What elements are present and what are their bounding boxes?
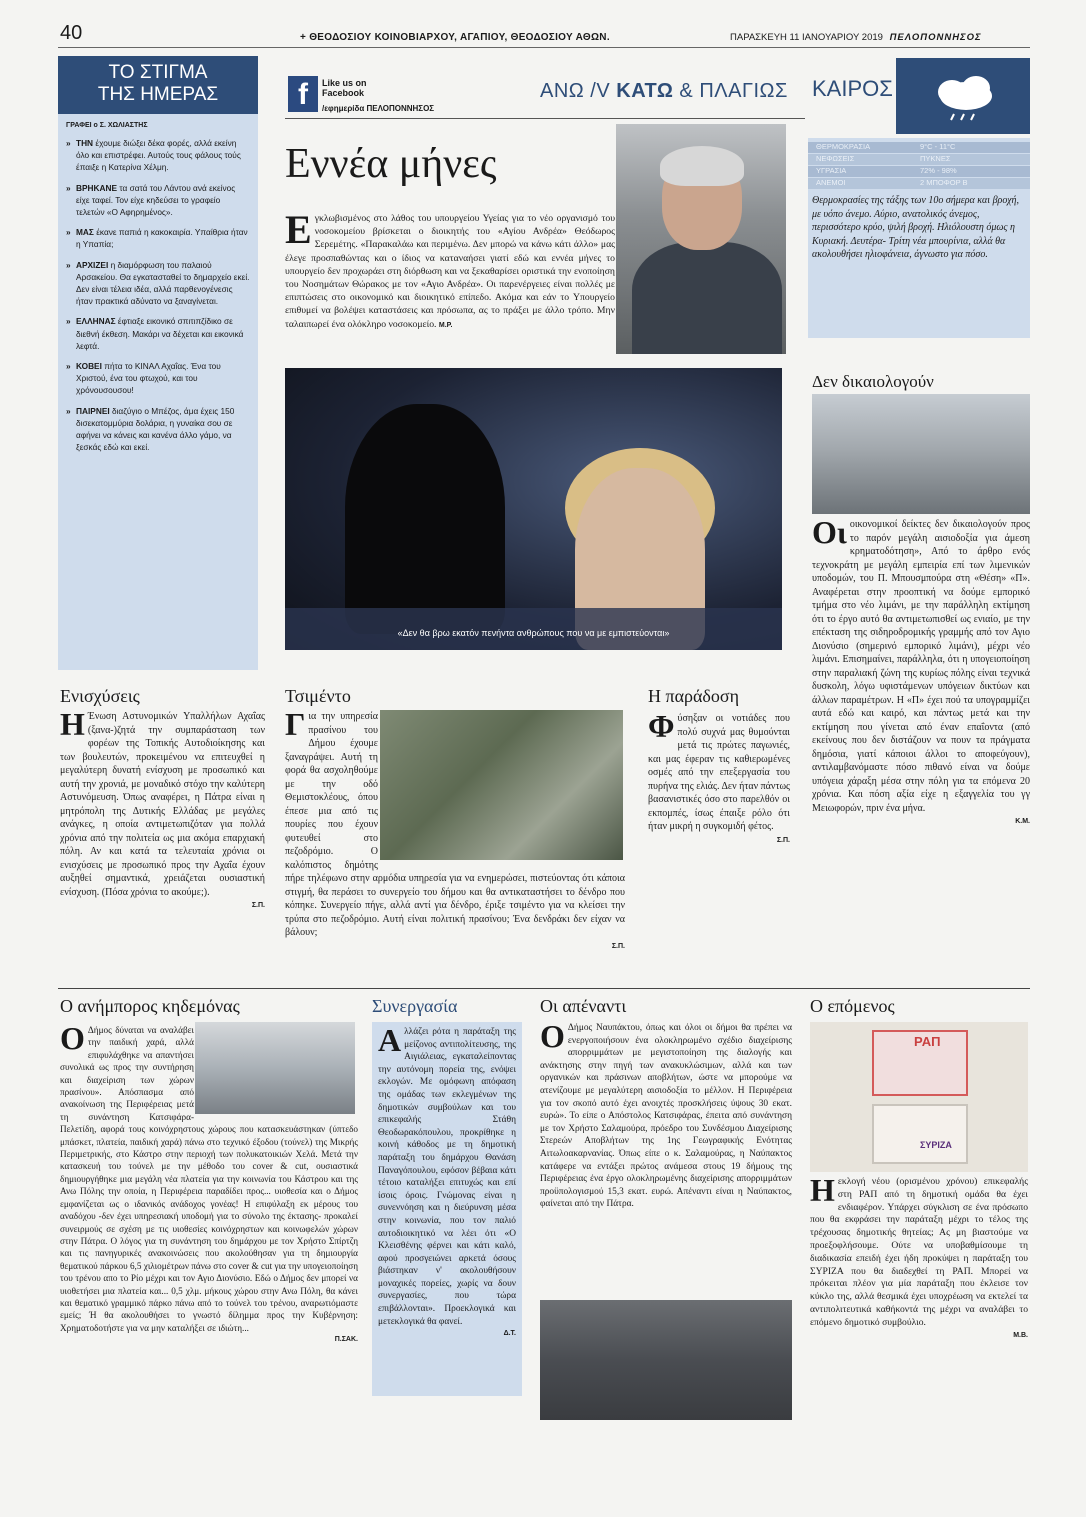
facebook-icon[interactable]: f (288, 76, 318, 112)
stigma-item-lead: ΚΟΒΕΙ (76, 361, 102, 372)
syriza-poster-text: ΣΥΡΙΖΑ (920, 1140, 952, 1150)
apenanti-body (540, 1018, 792, 1211)
header-rule (58, 47, 1030, 48)
stigma-sidebar (58, 56, 258, 670)
stigma-item-lead: ΠΑΙΡΝΕΙ (76, 405, 110, 416)
stigma-item (58, 311, 258, 356)
stigma-item (58, 178, 258, 223)
weather-value: 9°C - 11°C (920, 142, 956, 151)
weather-value: 72% - 98% (920, 166, 957, 175)
main-article-signature: Μ.Ρ. (438, 321, 453, 329)
drop-cap: Φ (648, 708, 675, 744)
stigma-author: ΓΡΑΦΕΙ ο Σ. ΧΩΛΙΑΣΤΗΣ (66, 122, 148, 129)
drop-cap: Οι (812, 514, 847, 550)
weather-key: ΑΝΕΜΟΙ (816, 178, 846, 187)
weather-row (808, 142, 1030, 153)
photo-person-body (632, 242, 782, 354)
weather-row (808, 166, 1030, 177)
weather-title: ΚΑΙΡΟΣ (812, 76, 893, 101)
paradosi-signature: Σ.Π. (776, 836, 790, 844)
main-article-photo (616, 124, 786, 354)
photo-person-hair (660, 146, 744, 186)
stigma-item-lead: ΤΗΝ (76, 138, 94, 148)
anemporos-text: Δήμος δύναται να αναλάβει την παιδική χαρά, αλλά επιφυλάχθηκε να απαντήσει συνολικά ως προς την συντήρηση και διαχείριση των χώρων πρασίνου». Απόσπασμα από ανακοίνωση της Περιφέρειας μετά τη συνάντηση Κατσιφάρα-Πελετίδη, αφορά τους κοινόχρηστους χώρους που κατασκευάστηκαν (ύπτεδο μπάσκετ, πλατεία, παιδική χαρά) πάνω στο τεχνικό έξοδου (τούνελ) της Μικρής Περιμετρικής, στο Κάστρο στην περιοχή των πολυκατοικιών Χελά. Μετά την κατασκευή του τούνελ με την μέθοδο του cover & cut, ουσιαστικά δημιουργήθηκε μια μεγάλη νέα πλατεία για την κοινωνία του Κάστρου και της Ανω Πόλης την οποία, η Περιφέρεια παραδίδει προς... υιοθεσία και ο Δήμος εμφανίζεται ως ο ιδανικός ανάδοχος γονέας! Η επιφύλαξη εκ μέρους του αναδόχου -δεν έχει υπηρεσιακή υποδομή για το σύνολο της έκτασης- προκαλεί συνειρμούς σε σχέση με τις υιοθεσίες κοινόχρηστων και κοινωφελών χώρων στην Πάτρα. Ο λόγος για τη συνάντηση του δημάρχου με τον Χρήστο Σπίρτζη και τις πανηγυρικές ανακοινώσεις που ακολούθησαν για τη δημιουργία θεματικού πάρκου 6,5 χιλιομέτρων πάνω στο cover & cut για την υπογειοποίηση του τρένου απο το Ρίο μέχρι και τον Αγιο Διονύσιο. Εδώ ο Δήμος δεν μπορεί να υιοθετήσει μια πλατεία και... 0,5 χλμ. μήκους χώρου στην Ανω Πόλη, θα κάνει και θεματικό γραμμικό πάρκο πάνω από το τούνελ του τρένου, αναρωτιόμαστε εμείς; Ή θα ακολουθήσει το γνωστό δίλημμα προς την Κυβέρνηση: Χρηματοδοτήστε για να μην καταλήξει σε ιδιώτη... (60, 1025, 358, 1333)
drop-cap: Α (378, 1022, 402, 1058)
stigma-title-line1: ΤΟ ΣΤΙΓΜΑ (108, 62, 208, 83)
stigma-item (58, 255, 258, 312)
tsimento-text: ια την υπηρεσία πρασίνου του Δήμου έχουμε ξαναγράψει. Αυτή τη φορά θα ασχοληθούμε με την οδό Θεμιστοκλέους, όπου έπεσε μια από τις πουρίες που έχουν φυτευθεί στο πεζοδρόμιο. Ο καλόπιστος δημότης πήρε τηλέφωνο στην αρμόδια υπηρεσία για να ενημερώσει, πιστεύοντας ότι κάποια στιγμή, θα περάσει το συνεργείο του δήμου και θα αντικαταστήσει το δένδρο που κόπηκε. Συνεργείο πήγε, αλλά αντί για δένδρο, έριξε τσιμέντο για να κλείσει την τρύπα στο πεζοδρόμιο. Αυτή είναι πολιτική πρασίνου; Ένα δενδράκι δεν είχαν να βάλουν; (285, 711, 625, 938)
drop-cap: Γ (285, 706, 306, 742)
stigma-item-text: έκανε παπιά η κακοκαιρία. Υπαίθρια ήταν η Υπαπία; (76, 227, 248, 250)
stigma-title (58, 56, 258, 114)
weather-value: ΠΥΚΝΕΣ (920, 154, 951, 163)
dikaiologoun-title: Δεν δικαιολογούν (812, 372, 934, 391)
section-header-part3: & ΠΛΑΓΙΩΣ (673, 80, 788, 102)
stigma-item-lead: ΑΡΧΙΖΕΙ (76, 259, 109, 270)
main-headline: Εννέα μήνες (285, 141, 497, 187)
stigma-title-line2: ΤΗΣ ΗΜΕΡΑΣ (97, 84, 219, 105)
anemporos-title: Ο ανήμπορος κηδεμόνας (60, 996, 240, 1016)
drop-cap: Ο (540, 1018, 565, 1054)
header-date: ΠΑΡΑΣΚΕΥΗ 11 ΙΑΝΟΥΑΡΙΟΥ 2019 (730, 32, 883, 43)
stigma-item-text: έφτιαξε εικονικό σπιτιπζίδικο σε διεθνή έκθεση. Μακάρι να δέχεται και εικονικά λεφτά. (76, 316, 244, 351)
photo-spacer (378, 710, 625, 860)
cloud-rain-icon (896, 58, 1030, 134)
stigma-item-lead: ΕΛΛΗΝΑΣ (76, 316, 116, 327)
synergasia-signature: Δ.Τ. (503, 1330, 516, 1338)
weather-row (808, 154, 1030, 165)
stigma-item (58, 133, 258, 178)
stigma-item-text: η διαμόρφωση του παλαιού Αρσακείου. Θα εγκατασταθεί το δημαρχείο εκεί. Δεν είναι τέλεια ιδέα, αλλά παρθενογένεσις ήταν πρακτικά αδύνατο να ξαναγίνεται. (76, 259, 250, 307)
meeting-photo (540, 1300, 792, 1420)
apenanti-title: Οι απέναντι (540, 996, 627, 1016)
drop-cap: Ο (60, 1020, 85, 1056)
facebook-line1: Like us on (322, 78, 367, 88)
paradosi-title: Η παράδοση (648, 686, 740, 706)
interview-photo (285, 368, 782, 650)
paradosi-text: ύσηξαν οι νοτιάδες που πολύ συχνά μας θυμούνται μετά τις πρώτες παγωνιές, και μας έφεραν τις καθιερωμένες οσμές από την επεξεργασία του πυρήνα της ελιάς. Δεν ήταν πάντως βασανιστικές όσο στο παρελθόν οι εκπομπές, ίσως έπαιξε ρόλο ότι ήταν μικρή η συγκομιδή φέτος. (648, 713, 790, 832)
page-number: 40 (60, 22, 83, 44)
bottom-rule (58, 988, 1030, 989)
section-header (540, 80, 788, 103)
dikaiologoun-text: οικονομικοί δείκτες δεν δικαιολογούν προς το παρόν μεγάλη αισιοδοξία για άμεση κρηματοδότηση», Από το άρθρο ενός τεχνοκράτη με μεγάλη εμπειρία επί των λιμενικών υποδομών, του Π. Μπουσμπούρα στη «Θέση» «Π». Αναφέρεται στην προοπτική να δούμε εμπορικό τμήμα στο νέο λιμάνι, με την παράλληλη εκτίμηση ότι το έργο αυτό θα αντιμετωπισθεί ως ενιαίο, με την επέκταση της σιδηροδρομικής γραμμής από τον Αγιο Διονύσιο (σημερινό εμπορικό λιμάνι), μέχρι νέο λιμάνι. Επισημαίνει, παράλληλα, ότι η υπογειοποίηση στην παραλιακή ζώνη της κυρίως πόλης είναι τεχνικά δυσκολη, λόγω υφιστάμενων υπόγειων δικτύων και άλλων παραμέτρων. Η «Π» έχει πού τα υπογραμμίζει αυτά εδώ και καιρό, και πάντως μετά και την εκτίμηση που γίνεται από έναν επαΐοντα (από εκείνους που δεν διστάζουν να πουν τα πράγματα δημόσια, γιατί κάποιοι άλλοι το αποφεύγουν), αντιλαμβανόμαστε πόσο πιθανό είναι να δούμε υπόγεια χάραξη μέσα στην πόλη για τα επόμενα 20 χρόνια. Και πόση αξία είχε η εξαγγελία του γγ Μειωφορών, πριν ένα μήνα. (812, 519, 1030, 814)
section-header-part1: ΑΝΩ /V (540, 80, 617, 102)
drop-cap: Η (60, 706, 85, 742)
epomenos-title: Ο επόμενος (810, 996, 895, 1016)
stigma-item-text: τα σατά του Λάντου ανά εκείνος είχε ταφεί. Τον είχε κηδεύσει το γραφείο τελετών «Ο Αφηρημένος». (76, 182, 236, 218)
enisxyseis-body (60, 706, 265, 913)
stigma-item (58, 222, 258, 254)
stigma-item-text: πήτα το ΚΙΝΑΛ Αχαΐας. Ένα του Χριστού, ένα του φτωχού, και του χρόνουσουσου! (76, 361, 221, 396)
tsimento-title: Τσιμέντο (285, 686, 351, 706)
party-posters-photo (810, 1022, 1028, 1172)
enisxyseis-signature: Σ.Π. (251, 902, 265, 909)
facebook-page-name: /εφημερίδα ΠΕΛΟΠΟΝΝΗΣΟΣ (322, 104, 435, 113)
photo-man-silhouette (345, 404, 505, 634)
section-rule (285, 118, 805, 119)
dikaiologoun-body (812, 514, 1030, 829)
facebook-line2: Facebook (322, 88, 365, 98)
tsimento-signature: Σ.Π. (611, 942, 625, 950)
dikaiologoun-signature: Κ.Μ. (1015, 818, 1030, 825)
tsimento-body (285, 706, 625, 953)
header-saints: + ΘΕΟΔΟΣΙΟΥ ΚΟΙΝΟΒΙΑΡΧΟΥ, ΑΓΑΠΙΟΥ, ΘΕΟΔΟΣΙΟΥ ΑΘΩΝ. (300, 32, 610, 43)
rap-poster-text: ΡΑΠ (914, 1034, 941, 1049)
synergasia-text: λλάζει ρότα η παράταξη της μείζονος αντιπολίτευσης, της Αιγιάλειας, εγκαταλείποντας την αυτόνομη πορεία της, ενόψει εκλογών. Με ομόφωνη απόφαση της ομάδας των εκλεγμένων της δημοτικών συμβούλων και του επικεφαλής Στάθη Θεοδωρακόπουλου, προκρίθηκε η κοινή κάθοδος με τη δημοτική παράταξη του δημάρχου Θανάση Παναγόπουλου, εφόσον βέβαια κάτι τέτοιο καταλήξει επιτυχώς και επί ίσοις όροις. Γνώμονας είναι η συνεννόηση και η διεύρυνση μέσα στην κοινωνία, που τον παλιό αυτοδιοικητικό να λέει ότι «Ο Κλεισθένης φέρνει και κάτι καλό, αφού προσγειώνει αρκετά όσους βιάστηκαν ν' ακολουθήσουν μοναχικές πορείες, χωρίς να δουν συνεργασίες, που τώρα επιβάλλονται». Προεκλογικά και μετεκλογικά θα φανεί. (378, 1027, 516, 1327)
section-header-part2: ΚΑΤΩ (616, 80, 674, 102)
weather-value: 2 ΜΠΟΦΟΡ Β (920, 178, 968, 187)
paradosi-body (648, 708, 790, 847)
synergasia-title: Συνεργασία (372, 996, 458, 1016)
enisxyseis-text: Ένωση Αστυνομικών Υπαλλήλων Αχαΐας (ξανα-)ζητά την συμπαράσταση των φορέων της Τοπικής Αυτοδιοίκησης και των βουλευτών, προκειμένου να επιτευχθεί η μεγαλύτερη δυνατή ενίσχυση με προσωπικό και αυτή την χρονιά, με μοναδικό στόχο την καλύτερη Αστυνόμευση. Όπως αναφέρει, η Πάτρα είναι η μητρόπολη της Δυτικής Ελλάδας με μεγάλες ανάγκες, η οποία αντιμετωπιζόταν για πολλά χρόνια από την πολιτεία ως μια ακόμα επαρχιακή πόλη. Αν και κατά τα τελευταία χρόνια οι ενισχύσεις με προσωπικό προς την Αχαΐα έχουν αυξηθεί σημαντικά, χρειάζεται ουσιαστική ενίσχυση. (Πόσα χρόνια το ακούμε;). (60, 711, 265, 898)
weather-key: ΥΓΡΑΣΙΑ (816, 166, 847, 175)
photo-spacer (194, 1024, 358, 1116)
facebook-like-text[interactable] (322, 78, 367, 98)
stigma-item (58, 401, 258, 458)
stigma-item-text: διαζύγιο ο Μπέζος, άμα έχεις 150 δισεκατομμύρια δολάρια, η γυναίκα σου σε αφήνει να κάνεις και κανένα άλλο γάμο, να ξεσκάς εδώ και εκεί. (76, 405, 235, 453)
stigma-item-lead: ΜΑΣ (76, 227, 94, 238)
epomenos-body (810, 1172, 1028, 1342)
apenanti-text: Δήμος Ναυπάκτου, όπως και όλοι οι δήμοι θα πρέπει να ενεργοποιήσουν ένα ολοκληρωμένο σχέδιο διαχείρισης απορριμμάτων με μεγιστοποίηση της διαλογής και ανάκτησης στην πηγή των ανακυκλώσιμων, αλλά και των οργανικών και πράσινων αποβλήτων, ώστε να μπορούμε να ατενίζουμε με μεγαλύτερη αισιοδοξία το μέλλον. Η Περιφέρεια για τον σκοπό αυτό έχει ανοιχτές προσκλήσεις ύψους 30 εκατ. ευρώ». Το είπε ο Απόστολος Κατσιφάρας, έπειτα από συνάντηση με τον Χρήστο Σαλαμούρα, πρόεδρο του Συνδέσμου Διαχείρισης Στερεών Αποβλήτων της 1ης Γεωγραφικής Ενότητας Αιτωλοακαρνανίας. Όπως είπε ο κ. Σαλαμούρας, η Ναύπακτος κατάφερε να εντάξει πρώτος ανάμεσα στους 19 δήμους της Περιφέρειας ένα έργο ολοκληρωμένης διαχείρισης απορριμμάτων προϋπολογισμού 15,3 εκατ. ευρώ. Απέναντι είναι η Ναύπακτος, φαίνεται από την Πάτρα. (540, 1023, 792, 1210)
header-date-brand (730, 32, 982, 43)
anemporos-body (60, 1020, 358, 1347)
anemporos-signature: Π.ΣΑΚ. (334, 1336, 358, 1344)
epomenos-signature: Μ.Β. (1013, 1331, 1028, 1339)
stigma-item-lead: ΒΡΗΚΑΝΕ (76, 182, 118, 193)
epomenos-text: εκλογή νέου (ορισμένου χρόνου) επικεφαλής στη ΡΑΠ από τη δημοτική ομάδα θα έχει ενδιαφέρον. Υπάρχει σύγκλιση σε ένα πρόσωπο που θα εκφράσει την παράταξη μέχρι το τέλος της τρέχουσας δημοτικής θητείας; Ας μη βιαστούμε να προεξοφλήσουμε. Ούτε να υποβαθμίσουμε τη διαδικασία επειδή έχει ήδη προκύψει η παράταξη του ΣΥΡΙΖΑ που θα διαδεχθεί τη ΡΑΠ. Μπορεί να πρόκειται πλέον για μία παράταξη που έκλεισε τον κύκλο της, αλλά θεσμικά έχει υποχρέωση να εκτελεί τα αντιπολιτευτικά καθήκοντά της μέχρι να αναλάβει το επόμενο δημοτικό συμβούλιο. (810, 1176, 1028, 1328)
stigma-item (58, 356, 258, 401)
enisxyseis-title: Ενισχύσεις (60, 686, 140, 706)
harbor-photo (812, 394, 1030, 514)
main-article-text: γκλωβισμένος στο λάθος του υπουργείου Υγείας για το νέο οργανισμό του νοσοκομείου βρίσκεται ο διοικητής του «Αγίου Ανδρέα» Θεόδωρος Σερεμέτης. «Παρακαλάω και περιμένω. Δεν μπορώ να κάνω κάτι άλλο» μας έλεγε προσπαθώντας και ο ίδιος να καταναήσει γιατί εδώ και εννέα μήνες το υπουργείο δεν προχωράει στη διόρθωση και να ξεκαθαρίσει οριστικά την ενοποίηση του Νοσημάτων Θώρακος με τον «Αγιο Ανδρέα». Οι παρενέργειες είναι πολλές με επιπτώσεις στο οικονομικό και διοικητικό επίπεδο. Ακόμα και εάν το Υπουργείο επιθυμεί να βολέψει καταστάσεις και πρόσωπα, ας το πράξει με άλλο τρόπο. Μην ταλαιπωρεί ένα ολόκληρο νοσοκομείο. (285, 213, 615, 330)
weather-forecast-text: Θερμοκρασίες της τάξης των 10ο σήμερα και βροχή, με υόπο άνεμο. Αύριο, ανατολικός άνεμος, περισσότερο κρύο, ψιλή βροχή. Ηλιόλουστη όμως η Κυριακή. Δευτέρα- Τρίτη νέα μπουρίνια, αλλά θα ακολουθήσει ηλιοφάνεια, άγνωστο για πόσο. (812, 195, 1020, 260)
stigma-item-text: έχουμε διώξει δέκα φορές, αλλά εκείνη όλο και επιστρέφει. Αυτούς τους φάλους τούς έπαιξε η Κατερίνα Χέλμη. (76, 138, 241, 173)
weather-row (808, 178, 1030, 189)
weather-key: ΘΕΡΜΟΚΡΑΣΙΑ (816, 142, 871, 151)
weather-key: ΝΕΦΩΣΕΙΣ (816, 154, 855, 163)
interview-caption: «Δεν θα βρω εκατόν πενήντα ανθρώπους που να με εμπιστεύονται» (397, 628, 670, 638)
main-article-body (285, 207, 615, 332)
syriza-poster (872, 1104, 968, 1164)
synergasia-body (372, 1022, 522, 1396)
drop-cap: Η (810, 1172, 835, 1208)
header-brand: ΠΕΛΟΠΟΝΝΗΣΟΣ (889, 32, 982, 43)
drop-cap: Ε (285, 207, 312, 252)
